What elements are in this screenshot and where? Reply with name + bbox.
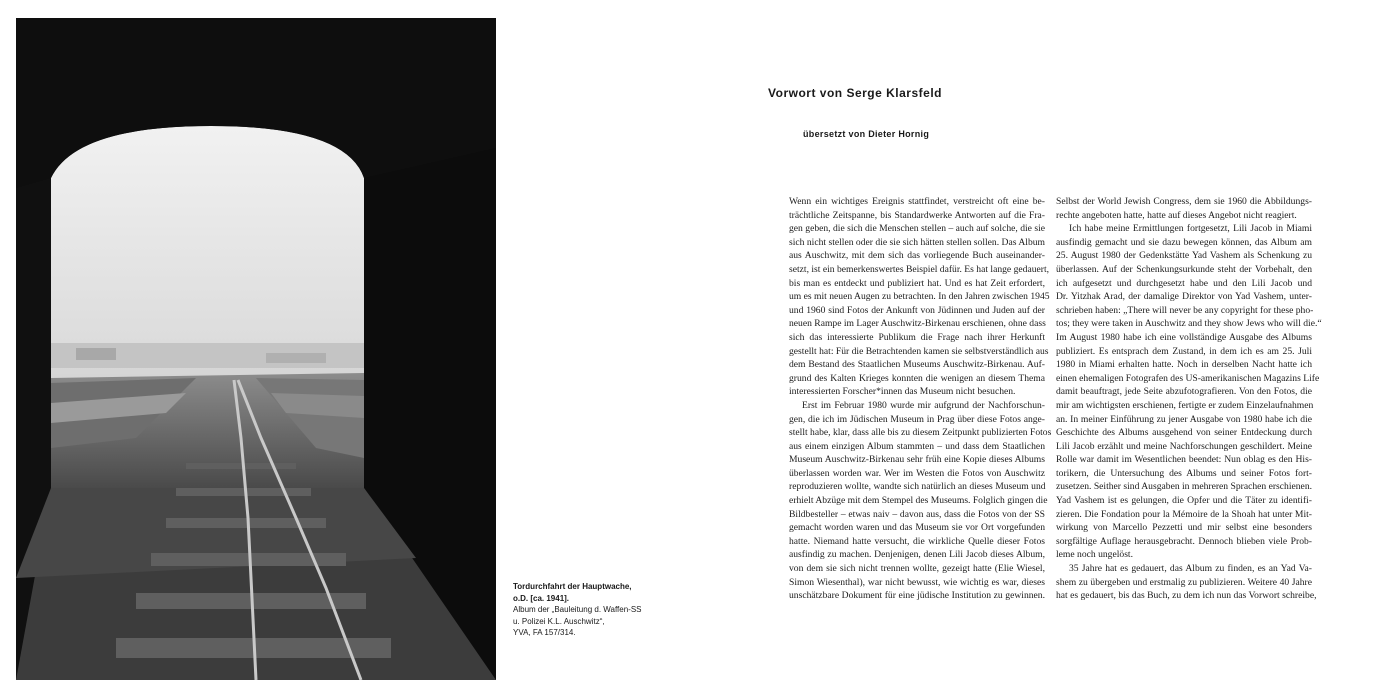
text-line: unschätzbare Dokument für eine jüdische Institution zu gewinnen. — [789, 590, 1045, 602]
text-line: leme noch ungelöst. — [1056, 549, 1133, 561]
text-line: sich das interessierte Publikum die Frage nach ihrer Herkunft — [789, 331, 1045, 343]
text-line: wirkung von Marcello Pezzetti und mir selbst eine besonders — [1056, 522, 1312, 534]
text-line: Rolle war damit im Wesentlichen beendet: Nun oblag es den His- — [1056, 454, 1312, 466]
text-line: gen, die ich im Jüdischen Museum in Prag über diese Fotos ange- — [789, 413, 1045, 425]
text-column-left — [789, 195, 1052, 603]
text-line: von dem sie sich nicht trennen wollte, gezeigt hatte (Elie Wiesel, — [789, 563, 1045, 575]
archive-photograph — [16, 18, 496, 680]
text-line: und 1960 sind Fotos der Ankunft von Jüdinnen und Juden auf der — [789, 304, 1045, 316]
text-line: publiziert. Es entsprach dem Zustand, in dem ich es am 25. Juli — [1056, 345, 1312, 357]
text-line: Dr. Yitzhak Arad, der damalige Direktor von Yad Vashem, unter- — [1056, 291, 1312, 303]
caption-archive-reference: YVA, FA 157/314. — [513, 628, 576, 637]
text-line: 1980 in Miami erhalten hatte. Noch in derselben Nacht hatte ich — [1056, 359, 1312, 371]
paragraph — [1056, 195, 1312, 222]
text-line: Simon Wiesenthal), war nicht bewusst, wie wichtig es war, dieses — [789, 576, 1045, 588]
text-line: an. In meiner Einführung zu jener Ausgabe von 1980 habe ich die — [1056, 413, 1312, 425]
text-line: mir am wichtigsten erschienen, fertigte er zudem Einzelaufnahmen — [1056, 399, 1314, 411]
text-line: setzt, ist ein bemerkenswertes Beispiel dafür. Es hat lange gedauert, — [789, 263, 1050, 275]
paragraph — [789, 399, 1052, 603]
text-line: Bildbesteller – etwas naiv – davon aus, dass die Fotos von der SS — [789, 508, 1045, 520]
text-line: grund des Kalten Krieges konnten die wenigen an diesem Thema — [789, 372, 1045, 384]
text-line: neuen Rampe im Lager Auschwitz-Birkenau erschienen, ohne dass — [789, 318, 1046, 330]
text-line: Yad Vashem ist es gelungen, die Opfer und die Täter zu identifi- — [1056, 495, 1312, 507]
text-line: damit beauftragt, jede Seite abzufotografieren. Von den Fotos, die — [1056, 386, 1312, 398]
text-line: um es mit neuen Augen zu betrachten. In den Jahren zwischen 1945 — [789, 291, 1050, 303]
text-line: Wenn ein wichtiges Ereignis stattfindet, verstreicht oft eine be- — [789, 196, 1045, 207]
text-line: Geschichte des Albums ausgehend von seiner Entdeckung durch — [1056, 427, 1312, 439]
translator-credit: übersetzt von Dieter Hornig — [803, 129, 930, 139]
text-line: aus Auschwitz, mit dem sich das vorliegende Buch auseinander- — [789, 250, 1045, 262]
text-line: ausfindig gemacht und sie dazu bewegen können, das Album am — [1056, 236, 1312, 248]
text-line: tos; they were taken in Auschwitz and they show Jews who will die.“ — [1056, 318, 1322, 330]
text-line: trächtliche Zeitspanne, bis Standardwerke Antworten auf die Fra- — [789, 209, 1045, 221]
text-line: dem Bestand des Staatlichen Museums Auschwitz-Birkenau. Auf- — [789, 359, 1045, 371]
text-line: bis man es entdeckt und publiziert hat. Und es hat Zeit erfordert, — [789, 277, 1045, 289]
caption-source-line-2: u. Polizei K.L. Auschwitz“, — [513, 616, 605, 626]
text-line: überlassen worden war. Wer im Westen die Fotos von Auschwitz — [789, 467, 1045, 479]
text-line: überlassen. Auf der Schenkungsurkunde steht der Vorbehalt, den — [1056, 263, 1312, 275]
text-column-right — [1056, 195, 1322, 603]
text-line: gen geben, die sich die Menschen stellen – auch auf solche, die sie — [789, 223, 1045, 235]
paragraph — [789, 195, 1050, 399]
chapter-heading: Vorwort von Serge Klarsfeld — [768, 86, 942, 100]
text-line: gestellt hat: Für die Betrachtenden kamen sie selbstverständlich aus — [789, 345, 1049, 357]
text-line: rechte angeboten hatte, hatte auf dieses Angebot nicht reagiert. — [1056, 209, 1297, 221]
text-line: sorgfältige Auflage herausgebracht. Dennoch blieben viele Prob- — [1056, 535, 1312, 547]
text-line: 25. August 1980 der Gedenkstätte Yad Vashem als Schenkung zu — [1056, 250, 1312, 262]
text-line: schrieben haben: „There will never be any copyright for these pho- — [1056, 304, 1314, 316]
text-line: erhielt Abzüge mit dem Stempel des Museums. Folglich gingen die — [789, 495, 1048, 507]
text-line: Im August 1980 habe ich eine vollständige Ausgabe des Albums — [1056, 331, 1312, 343]
paragraph — [1056, 222, 1322, 562]
paragraph — [1056, 562, 1317, 603]
text-line: hat es gedauert, bis das Buch, zu dem ich nun das Vorwort schreibe, — [1056, 590, 1317, 602]
text-line: aus einem einzigen Album stammten – und dass dem Staatlichen — [789, 440, 1045, 452]
text-line: shem zu übergeben und erstmalig zu publizieren. Weitere 40 Jahre — [1056, 576, 1312, 588]
text-line: Selbst der World Jewish Congress, dem sie 1960 die Abbildungs- — [1056, 196, 1312, 207]
caption-title-line-2: o.D. [ca. 1941]. — [513, 593, 570, 603]
text-line: reproduzieren wollte, wandte sich natürlich an dieses Museum und — [789, 481, 1046, 493]
text-line: zusetzen. Seither sind Ausgaben in mehreren Sprachen erschienen. — [1056, 481, 1313, 493]
text-line: ich aufgesetzt und durchgesetzt habe und den Lili Jacob und — [1056, 277, 1312, 289]
text-line: Lili Jacob erzählt und meine Nachforschungen geschildert. Meine — [1056, 440, 1312, 452]
text-line: torikern, die Untersuchung des Albums und seiner Fotos fort- — [1056, 467, 1312, 479]
text-line: gemacht worden waren und das Museum sie vor Ort vorgefunden — [789, 522, 1045, 534]
text-line: interessierten Forscher*innen das Museum nicht besuchen. — [789, 386, 1016, 398]
text-line: zieren. Die Fondation pour la Mémoire de la Shoah hat unter Mit- — [1056, 508, 1312, 520]
text-line: hatte. Niemand hatte versucht, die wirkliche Quelle dieser Fotos — [789, 535, 1045, 547]
text-line: einen ehemaligen Fotografen des US-amerikanischen Magazins Life — [1056, 372, 1320, 384]
text-line: stellt habe, klar, dass alle bis zu diesem Zeitpunkt publizierten Fotos — [789, 427, 1052, 439]
text-line: Museum Auschwitz-Birkenau sehr früh eine Kopie dieses Albums — [789, 454, 1045, 466]
text-line: ausfindig zu machen. Denjenigen, denen Lili Jacob dieses Album, — [789, 549, 1045, 561]
text-line: Erst im Februar 1980 wurde mir aufgrund der Nachforschun- — [802, 399, 1045, 411]
caption-source-line-1: Album der „Bauleitung d. Waffen-SS — [513, 605, 642, 614]
text-line: sich nicht stellen oder die sie sich hätten stellen sollen. Das Album — [789, 236, 1045, 248]
text-line: Ich habe meine Ermittlungen fortgesetzt, Lili Jacob in Miami — [1069, 223, 1312, 235]
text-line: 35 Jahre hat es gedauert, das Album zu finden, es an Yad Va- — [1069, 563, 1312, 575]
caption-title-line-1: Tordurchfahrt der Hauptwache, — [513, 582, 632, 591]
photo-caption — [513, 581, 653, 639]
